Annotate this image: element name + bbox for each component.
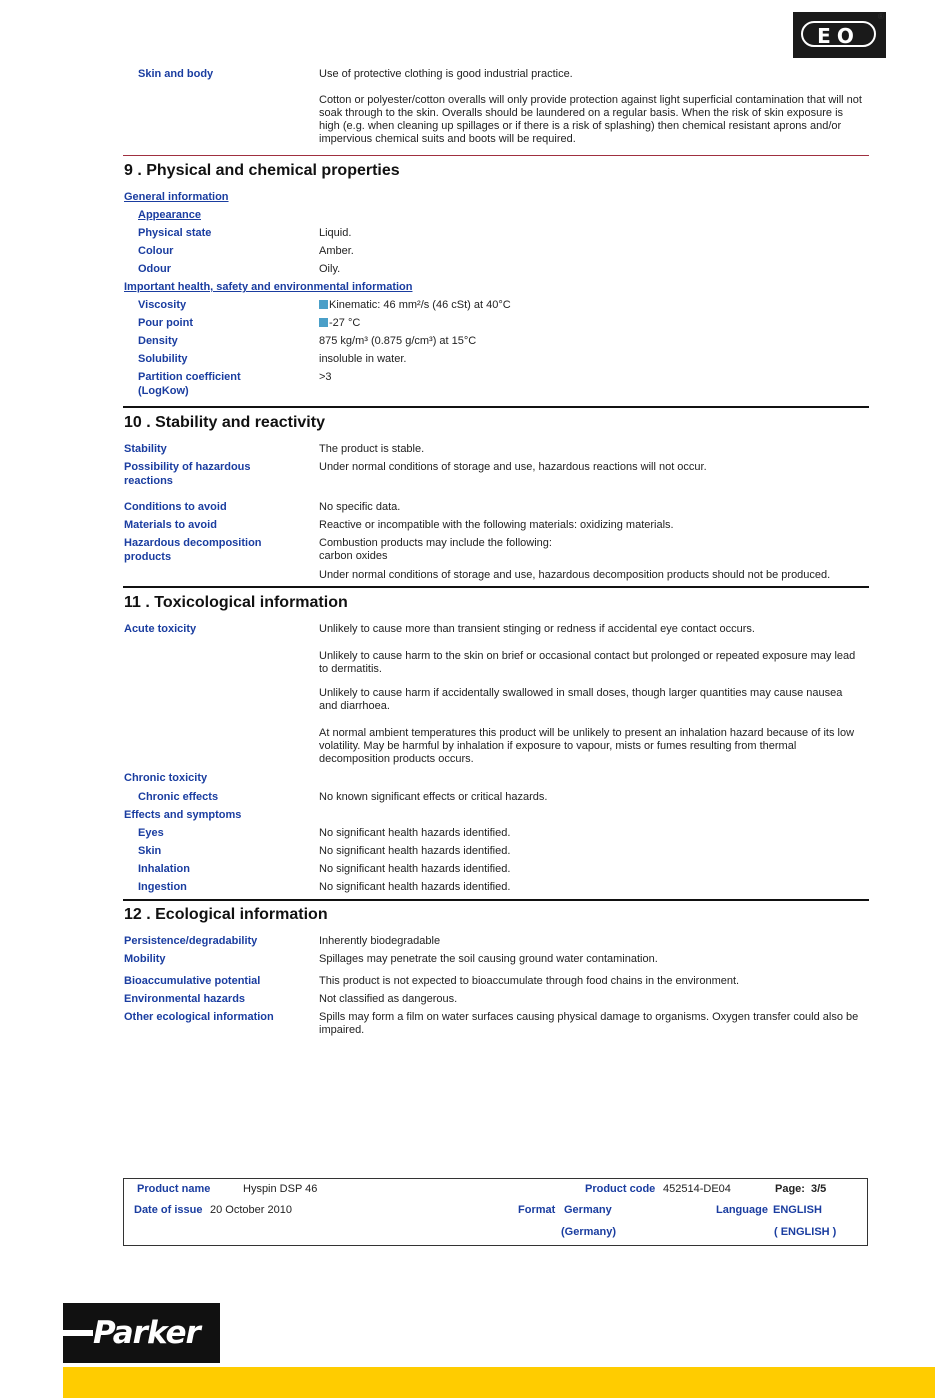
product-name-value: Hyspin DSP 46 <box>243 1183 318 1195</box>
language-label: Language <box>716 1204 768 1216</box>
parker-logo <box>63 1303 220 1363</box>
density-label: Density <box>138 335 178 347</box>
eo-logo <box>793 12 886 58</box>
materials-value: Reactive or incompatible with the following materials: oxidizing materials. <box>319 519 674 531</box>
mobility-label: Mobility <box>124 953 166 965</box>
brand-yellow-band <box>63 1367 935 1398</box>
partition-label-1: Partition coefficient <box>138 371 241 383</box>
density-value: 875 kg/m³ (0.875 g/cm³) at 15°C <box>319 335 477 347</box>
physical-state-value: Liquid. <box>319 227 352 239</box>
stability-label: Stability <box>124 443 167 455</box>
appearance-link[interactable]: Appearance <box>138 209 201 221</box>
possibility-value: Under normal conditions of storage and use, hazardous reactions will not occur. <box>319 461 707 473</box>
pour-point-text: -27 °C <box>329 317 361 329</box>
eo-logo-text: EO <box>801 21 876 47</box>
persistence-value: Inherently biodegradable <box>319 935 441 947</box>
bioaccumulative-label: Bioaccumulative potential <box>124 975 261 987</box>
format-value: Germany <box>564 1204 612 1216</box>
format-label: Format <box>518 1204 556 1216</box>
environmental-hazards-value: Not classified as dangerous. <box>319 993 458 1005</box>
general-information-link[interactable]: General information <box>124 191 229 203</box>
environmental-hazards-label: Environmental hazards <box>124 993 246 1005</box>
product-name-label: Product name <box>137 1183 211 1195</box>
product-code-label: Product code <box>585 1183 656 1195</box>
acute-p2: Unlikely to cause harm to the skin on brief or occasional contact but prolonged or repeated exposure may lead to dermatitis. <box>319 650 856 675</box>
decomp-label-2: products <box>124 551 172 563</box>
footer-info-box <box>123 1178 868 1246</box>
solubility-label: Solubility <box>138 353 188 365</box>
highlight-marker-icon <box>319 318 328 327</box>
eyes-label: Eyes <box>138 827 164 839</box>
decomp-label-1: Hazardous decomposition <box>124 537 262 549</box>
partition-label-2: (LogKow) <box>138 385 189 397</box>
bioaccumulative-value: This product is not expected to bioaccumulate through food chains in the environment. <box>319 975 740 987</box>
important-info-link[interactable]: Important health, safety and environmental information <box>124 281 413 293</box>
format-sub-value: (Germany) <box>561 1226 617 1238</box>
inhalation-value: No significant health hazards identified. <box>319 863 511 875</box>
odour-label: Odour <box>138 263 171 275</box>
chronic-effects-value: No known significant effects or critical hazards. <box>319 791 548 803</box>
ingestion-value: No significant health hazards identified. <box>319 881 511 893</box>
possibility-label-1: Possibility of hazardous <box>124 461 251 473</box>
acute-toxicity-label: Acute toxicity <box>124 623 197 635</box>
skin-value: No significant health hazards identified. <box>319 845 511 857</box>
conditions-label: Conditions to avoid <box>124 501 227 513</box>
product-code-value: 452514-DE04 <box>663 1183 731 1195</box>
section-10-title: 10 . Stability and reactivity <box>124 414 325 431</box>
acute-p3: Unlikely to cause harm if accidentally swallowed in small doses, though larger quantities may cause nausea and diarrhoea. <box>319 687 843 712</box>
skin-body-text2: Cotton or polyester/cotton overalls will only provide protection against light superficial contamination that will not soak through to the skin. Overalls should be laundered on a regular basis. When the risk of skin exposure is high (e.g. when cleaning up spillages or if there is a risk of splashing) then chemical resistant aprons and/or impervious chemical suits and boots will be required. <box>319 94 862 145</box>
physical-state-label: Physical state <box>138 227 212 239</box>
colour-label: Colour <box>138 245 174 257</box>
eyes-value: No significant health hazards identified. <box>319 827 511 839</box>
conditions-value: No specific data. <box>319 501 401 513</box>
other-ecological-value: Spills may form a film on water surfaces causing physical damage to organisms. Oxygen transfer could also be impaired. <box>319 1011 859 1036</box>
stability-value: The product is stable. <box>319 443 425 455</box>
effects-symptoms-label: Effects and symptoms <box>124 809 242 821</box>
chronic-effects-label: Chronic effects <box>138 791 219 803</box>
other-ecological-label: Other ecological information <box>124 1011 274 1023</box>
partition-value: >3 <box>319 371 332 383</box>
section-11-title: 11 . Toxicological information <box>124 594 348 611</box>
divider <box>123 155 869 156</box>
parker-logo-bar <box>63 1330 93 1336</box>
viscosity-label: Viscosity <box>138 299 187 311</box>
skin-body-label: Skin and body <box>138 68 214 80</box>
odour-value: Oily. <box>319 263 341 275</box>
highlight-marker-icon <box>319 300 328 309</box>
acute-p1: Unlikely to cause more than transient stinging or redness if accidental eye contact occurs. <box>319 623 755 635</box>
decomp-value-2: carbon oxides <box>319 550 388 562</box>
viscosity-value <box>319 299 511 312</box>
registered-mark: ® <box>878 12 884 21</box>
language-value: ENGLISH <box>773 1204 822 1216</box>
parker-logo-text: Parker <box>93 1315 200 1351</box>
divider <box>123 899 869 901</box>
skin-body-text1: Use of protective clothing is good industrial practice. <box>319 68 573 80</box>
chronic-toxicity-label: Chronic toxicity <box>124 772 208 784</box>
date-of-issue-value: 20 October 2010 <box>210 1204 292 1216</box>
page-value: 3/5 <box>811 1183 827 1195</box>
persistence-label: Persistence/degradability <box>124 935 258 947</box>
colour-value: Amber. <box>319 245 354 257</box>
page-label: Page: <box>775 1183 805 1195</box>
language-sub-value: ( ENGLISH ) <box>774 1226 837 1238</box>
section-9-title: 9 . Physical and chemical properties <box>124 162 400 179</box>
skin-label: Skin <box>138 845 162 857</box>
mobility-value: Spillages may penetrate the soil causing ground water contamination. <box>319 953 658 965</box>
decomp-value-3: Under normal conditions of storage and use, hazardous decomposition products should not be produced. <box>319 569 831 581</box>
pour-point-value <box>319 317 360 330</box>
divider <box>123 586 869 588</box>
possibility-label-2: reactions <box>124 475 173 487</box>
materials-label: Materials to avoid <box>124 519 217 531</box>
section-12-title: 12 . Ecological information <box>124 906 328 923</box>
pour-point-label: Pour point <box>138 317 193 329</box>
decomp-value-1: Combustion products may include the following: <box>319 537 552 549</box>
viscosity-text: Kinematic: 46 mm²/s (46 cSt) at 40°C <box>329 299 511 311</box>
divider <box>123 406 869 408</box>
inhalation-label: Inhalation <box>138 863 190 875</box>
date-of-issue-label: Date of issue <box>134 1204 203 1216</box>
solubility-value: insoluble in water. <box>319 353 407 365</box>
acute-p4: At normal ambient temperatures this product will be unlikely to present an inhalation hazard because of its low volatility. May be harmful by inhalation if exposure to vapour, mists or fumes resulting from thermal decomposition products occurs. <box>319 727 855 765</box>
ingestion-label: Ingestion <box>138 881 187 893</box>
